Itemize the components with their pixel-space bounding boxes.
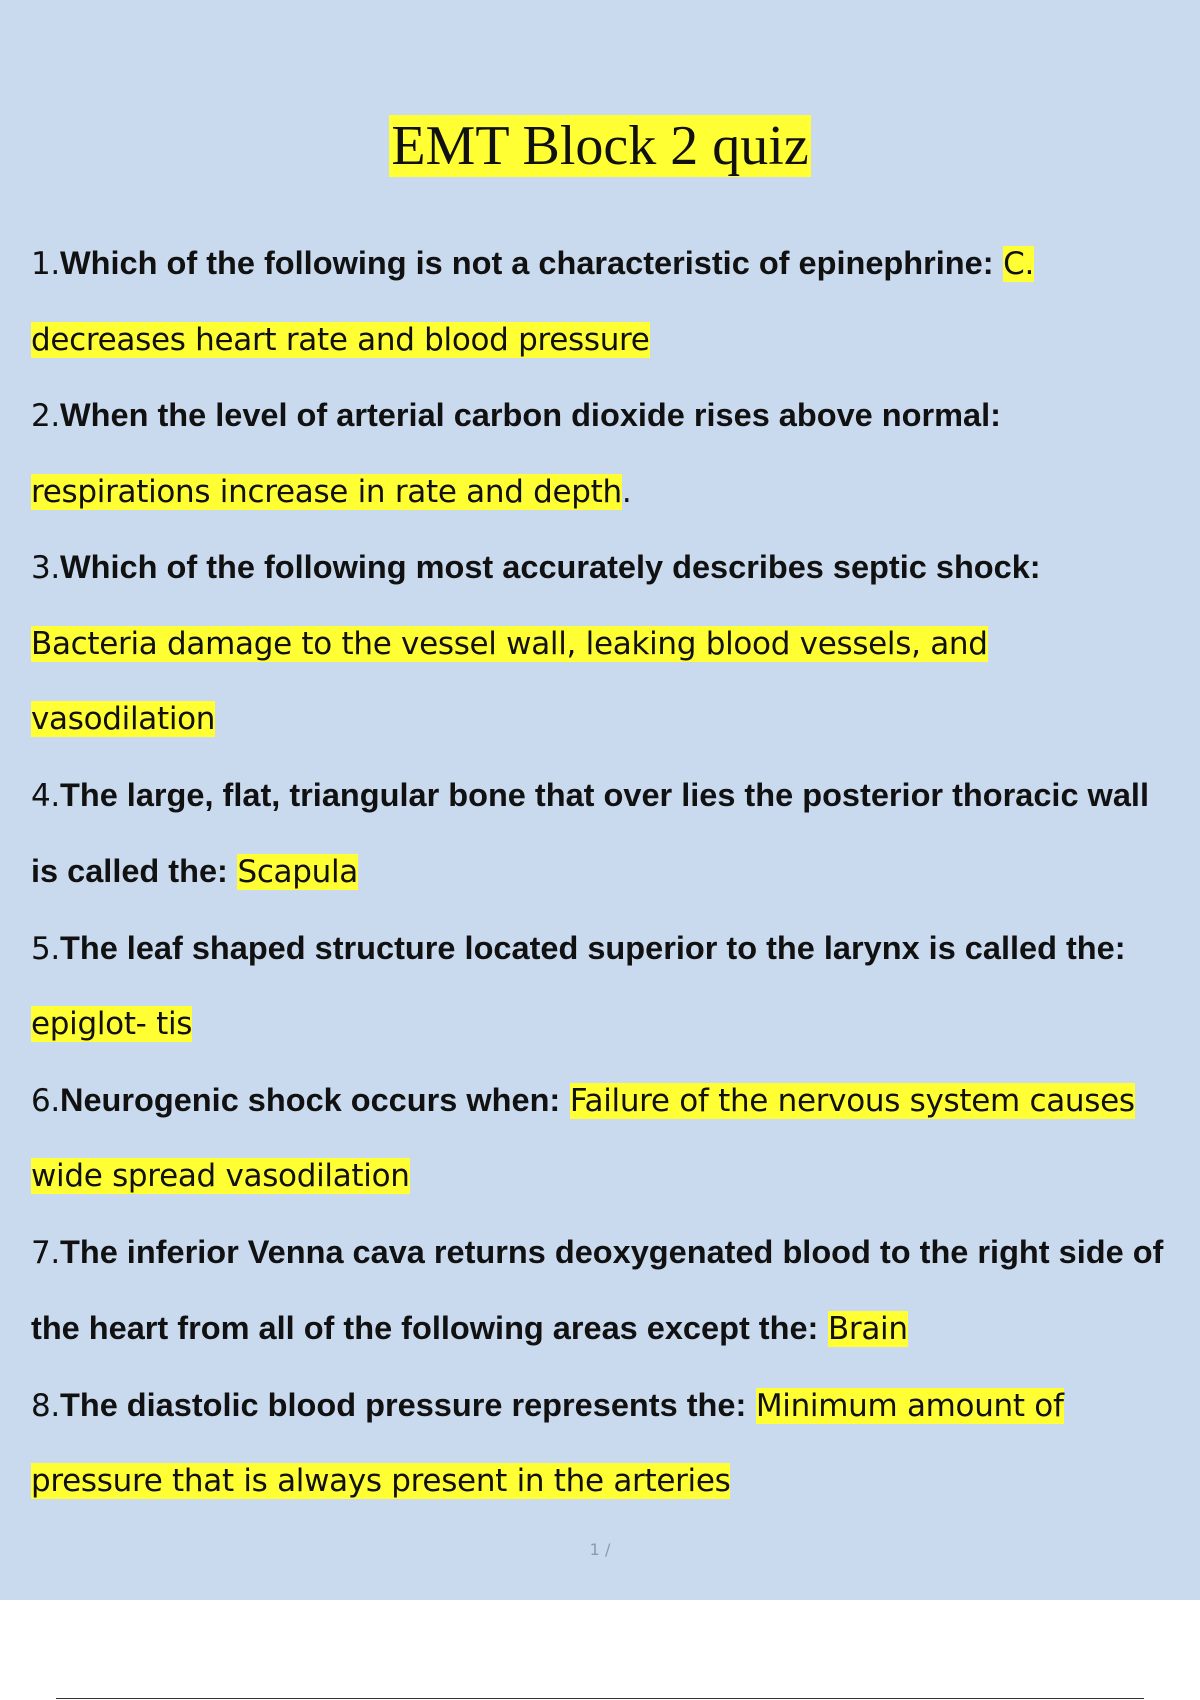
question-item-8 [31, 1368, 1181, 1520]
answer-trailing-punctuation: . [621, 473, 632, 510]
page-number: 1 / [589, 1540, 611, 1559]
question-item-4 [31, 758, 1181, 911]
question-line [31, 1063, 1181, 1140]
answer-line [31, 1444, 1181, 1520]
question-stem: When the level of arterial carbon dioxide rises above normal: [59, 397, 1001, 433]
answer-line [31, 607, 1181, 683]
question-stem-continued: is called the: [31, 853, 228, 889]
question-item-2 [31, 378, 1181, 530]
question-line [31, 530, 1181, 607]
question-number: 6. [31, 1082, 60, 1119]
question-line [31, 378, 1181, 455]
answer-highlight: pressure that is always present in the arteries [31, 1463, 731, 1499]
question-item-3 [31, 530, 1181, 758]
question-number: 7. [31, 1234, 60, 1271]
answer-line [31, 987, 1181, 1063]
question-number: 2. [31, 398, 60, 434]
question-number: 3. [31, 550, 60, 586]
question-number: 4. [31, 777, 60, 814]
question-stem-continued: the heart from all of the following areas except the: [31, 1310, 819, 1346]
answer-highlight: Failure of the nervous system causes [569, 1082, 1135, 1119]
footer-divider [56, 1698, 1144, 1699]
answer-line [31, 455, 1181, 531]
question-line [31, 1368, 1181, 1445]
answer-highlight: Bacteria damage to the vessel wall, leaking blood vessels, and [31, 625, 988, 662]
question-line [31, 911, 1181, 988]
question-line [31, 758, 1181, 835]
answer-highlight: Scapula [237, 854, 358, 890]
page-title [0, 112, 1200, 180]
answer-highlight: epiglot- tis [31, 1006, 193, 1042]
question-item-1 [31, 226, 1181, 378]
answer-line [31, 682, 1181, 758]
question-stem: Which of the following most accurately describes septic shock: [59, 549, 1041, 585]
answer-highlight: decreases heart rate and blood pressure [31, 321, 650, 358]
question-stem: Which of the following is not a characteristic of epinephrine: [59, 245, 994, 281]
answer-highlight: Brain [827, 1311, 908, 1347]
question-stem: The inferior Venna cava returns deoxygenated blood to the right side of [59, 1233, 1164, 1270]
question-number: 5. [31, 930, 60, 967]
title-highlight: EMT Block 2 quiz [391, 115, 809, 177]
answer-highlight: C. [1003, 246, 1035, 282]
question-item-6 [31, 1063, 1181, 1215]
answer-line [31, 303, 1181, 379]
question-stem: Neurogenic shock occurs when: [59, 1081, 561, 1118]
question-stem: The diastolic blood pressure represents the: [59, 1386, 747, 1423]
answer-line [31, 1139, 1181, 1215]
question-number: 8. [31, 1387, 60, 1424]
question-number: 1. [31, 246, 60, 282]
answer-highlight: respirations increase in rate and depth [31, 473, 622, 510]
question-stem: The large, flat, triangular bone that over lies the posterior thoracic wall [59, 776, 1149, 813]
question-stem: The leaf shaped structure located superior to the larynx is called the: [59, 929, 1126, 966]
question-line [31, 1215, 1181, 1292]
question-line-continued [31, 1291, 1181, 1368]
answer-highlight: Minimum amount of [755, 1387, 1064, 1424]
question-line [31, 226, 1181, 303]
question-item-5 [31, 911, 1181, 1063]
question-line-continued [31, 834, 1181, 911]
question-item-7 [31, 1215, 1181, 1368]
answer-highlight: vasodilation [31, 701, 216, 737]
answer-highlight: wide spread vasodilation [31, 1158, 410, 1194]
question-list [31, 226, 1181, 1520]
